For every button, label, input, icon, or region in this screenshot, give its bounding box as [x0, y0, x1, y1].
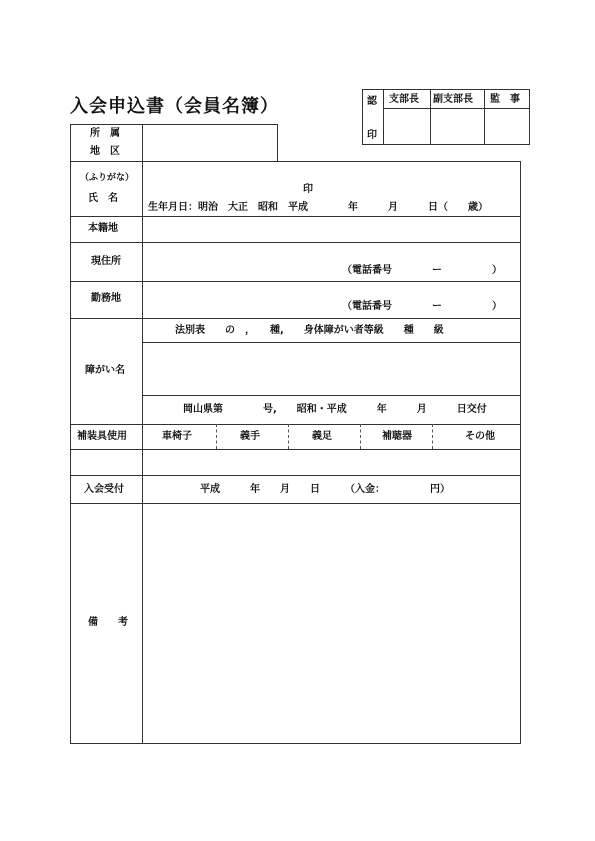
- approval-recognize-label: 認: [367, 96, 377, 107]
- approval-auditor[interactable]: 監 事: [490, 94, 520, 105]
- remarks-field[interactable]: [143, 504, 520, 743]
- name-label: 氏 名: [88, 193, 118, 204]
- disability-certificate-line[interactable]: 岡山県第 号, 昭和・平成 年 月 日交付: [183, 404, 487, 415]
- equipment-other[interactable]: その他: [465, 431, 495, 442]
- approval-branch-chief[interactable]: 支部長: [389, 94, 419, 105]
- equipment-hearing-aid[interactable]: 補聴器: [382, 431, 412, 442]
- current-address-field[interactable]: [143, 243, 520, 263]
- honseki-label: 本籍地: [88, 223, 118, 234]
- disability-law-line[interactable]: 法別表 の ， 種, 身体障がい者等級 種 級: [175, 325, 444, 336]
- affiliation-field[interactable]: [143, 125, 277, 161]
- disability-name-field[interactable]: [143, 343, 520, 394]
- workplace-field[interactable]: [143, 282, 520, 300]
- current-address-phone[interactable]: （電話番号 ー ）: [342, 265, 502, 276]
- remarks-label: 備 考: [88, 617, 128, 628]
- reception-label: 入会受付: [84, 484, 124, 495]
- reception-line[interactable]: 平成 年 月 日 （入金： 円）: [200, 484, 450, 495]
- equipment-prosthetic-hand[interactable]: 義手: [240, 431, 260, 442]
- approval-seal-label: 印: [367, 130, 377, 141]
- equipment-wheelchair[interactable]: 車椅子: [162, 431, 192, 442]
- blank-row-field[interactable]: [143, 450, 520, 474]
- page-title: 入会申込書（会員名簿）: [70, 96, 279, 117]
- name-furigana-label: （ふりがな）: [80, 173, 135, 183]
- affiliation-label-1: 所 属: [90, 128, 120, 139]
- name-seal-mark: 印: [303, 184, 313, 195]
- approval-vice-chief[interactable]: 副支部長: [433, 94, 473, 105]
- name-field[interactable]: [143, 162, 520, 186]
- disability-label: 障がい名: [85, 365, 125, 376]
- honseki-field[interactable]: [143, 217, 520, 241]
- equipment-prosthetic-leg[interactable]: 義足: [312, 431, 332, 442]
- birthdate-line[interactable]: 生年月日：明治 大正 昭和 平成 年 月 日（ 歳）: [148, 202, 488, 213]
- workplace-label: 勤務地: [91, 293, 121, 304]
- current-address-label: 現住所: [91, 256, 121, 267]
- workplace-phone[interactable]: （電話番号 ー ）: [342, 301, 502, 312]
- affiliation-label-2: 地 区: [90, 146, 120, 157]
- equipment-label: 補装具使用: [77, 431, 127, 442]
